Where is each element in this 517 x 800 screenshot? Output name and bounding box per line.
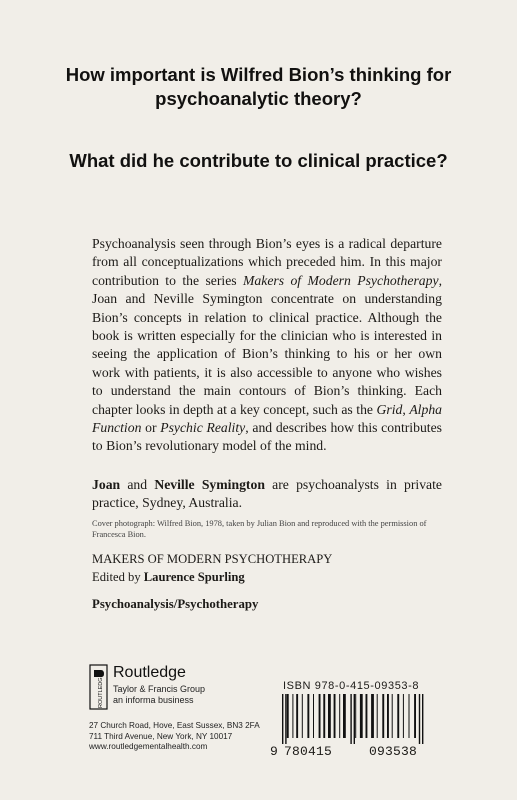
barcode-bar [366, 694, 368, 738]
series-editor-name: Laurence Spurling [143, 570, 245, 584]
blurb-sep-1: , [402, 401, 410, 417]
barcode-bar [287, 694, 289, 738]
barcode-bar [323, 694, 325, 738]
barcode-bar [360, 694, 363, 738]
publisher-address [89, 721, 260, 753]
publisher-address-uk: 27 Church Road, Hove, East Sussex, BN3 2FA [89, 721, 260, 730]
barcode-bar [354, 694, 355, 744]
barcode-bar [307, 694, 309, 738]
blurb-concept-alpha-function: Alpha Function [92, 401, 443, 436]
author-name-joan: Joan [92, 477, 121, 492]
publisher-logo [89, 664, 259, 710]
series-editor-line [92, 568, 332, 586]
barcode-bar [409, 694, 410, 738]
subject-category: Psychoanalysis/Psychotherapy [92, 597, 259, 611]
series-info [92, 550, 332, 586]
publisher-name: Routledge [113, 664, 186, 681]
isbn-digit-group-2: 093538 [369, 744, 418, 759]
author-and: and [120, 477, 155, 492]
series-edited-prefix: Edited by [92, 570, 144, 584]
barcode-bar [343, 694, 346, 738]
publisher-vertical-mark: ROUTLEDGE [98, 673, 104, 708]
blurb-series-title: Makers of Modern Psychotherapy [243, 272, 439, 288]
barcode-bar [422, 694, 423, 744]
publisher-tagline: an informa business [113, 695, 194, 705]
series-name: MAKERS OF MODERN PSYCHOTHERAPY [92, 552, 333, 566]
publisher-website: www.routledgementalhealth.com [89, 742, 208, 752]
publisher-group: Taylor & Francis Group [113, 684, 206, 694]
blurb-paragraph [92, 235, 442, 456]
routledge-logo-icon [89, 664, 109, 710]
barcode-bar [397, 694, 399, 738]
isbn-digit-group-1: 780415 [284, 744, 333, 759]
barcode-bar [328, 694, 331, 738]
blurb-text-1: Psychoanalysis seen through Bion’s eyes is a radical departure from all conceptualizations which preceded him. In this major contribution to the series [92, 236, 442, 288]
isbn-lead-digit: 9 [270, 744, 279, 759]
barcode-graphic [268, 694, 454, 744]
barcode-bar [350, 694, 351, 744]
barcode-bar [334, 694, 336, 738]
barcode-bar [292, 694, 293, 738]
barcode-bar [419, 694, 420, 744]
barcode-bar [355, 694, 356, 738]
blurb-sep-2: or [141, 420, 161, 436]
blurb-concept-psychic-reality: Psychic Reality [160, 420, 246, 436]
barcode-bar [296, 694, 298, 738]
isbn-digits [270, 744, 417, 759]
cover-photo-credit: Cover photograph: Wilfred Bion, 1978, taken by Julian Bion and reproduced with the permission of Francesca Bion. [92, 519, 427, 539]
barcode-bar [339, 694, 340, 738]
author-name-neville: Neville Symington [154, 477, 265, 492]
headline-question-1: How important is Wilfred Bion’s thinking for psychoanalytic theory? [65, 64, 452, 109]
barcode-bar [313, 694, 314, 738]
blurb-concept-grid: Grid [376, 401, 403, 417]
barcode-bar [319, 694, 321, 738]
barcode-bar [414, 694, 416, 738]
barcode-bar [285, 694, 286, 744]
publisher-group-lines [113, 684, 205, 706]
barcode-bar [403, 694, 404, 738]
publisher-address-us: 711 Third Avenue, New York, NY 10017 [89, 731, 233, 741]
blurb-text-2: , Joan and Neville Symington concentrate on understanding Bion’s concepts in relation to clinical practice. Although the book is written especially for the clinician who is interested in seeing the application of Bion’s thinking to his or her own work with patients, it is also accessible to anyone who wishes to understand the main contours of Bion’s thinking. Each chapter looks in depth at a key concept, such as the [92, 272, 442, 417]
barcode-bar [392, 694, 393, 738]
isbn-label: ISBN 978-0-415-09353-8 [283, 680, 420, 692]
barcode-bar [282, 694, 283, 744]
barcode-bar [377, 694, 378, 738]
barcode-bar [387, 694, 389, 738]
barcode-bar [371, 694, 374, 738]
barcode-bar [302, 694, 303, 738]
headline-question-2: What did he contribute to clinical practice? [69, 150, 448, 171]
author-bio [92, 476, 442, 513]
blurb-text-3: , and describes how this contributes to Bion’s revolutionary model of the mind. [92, 420, 443, 454]
barcode-bar [382, 694, 384, 738]
author-bio-text: are psychoanalysts in private practice, Sydney, Australia. [92, 477, 442, 511]
